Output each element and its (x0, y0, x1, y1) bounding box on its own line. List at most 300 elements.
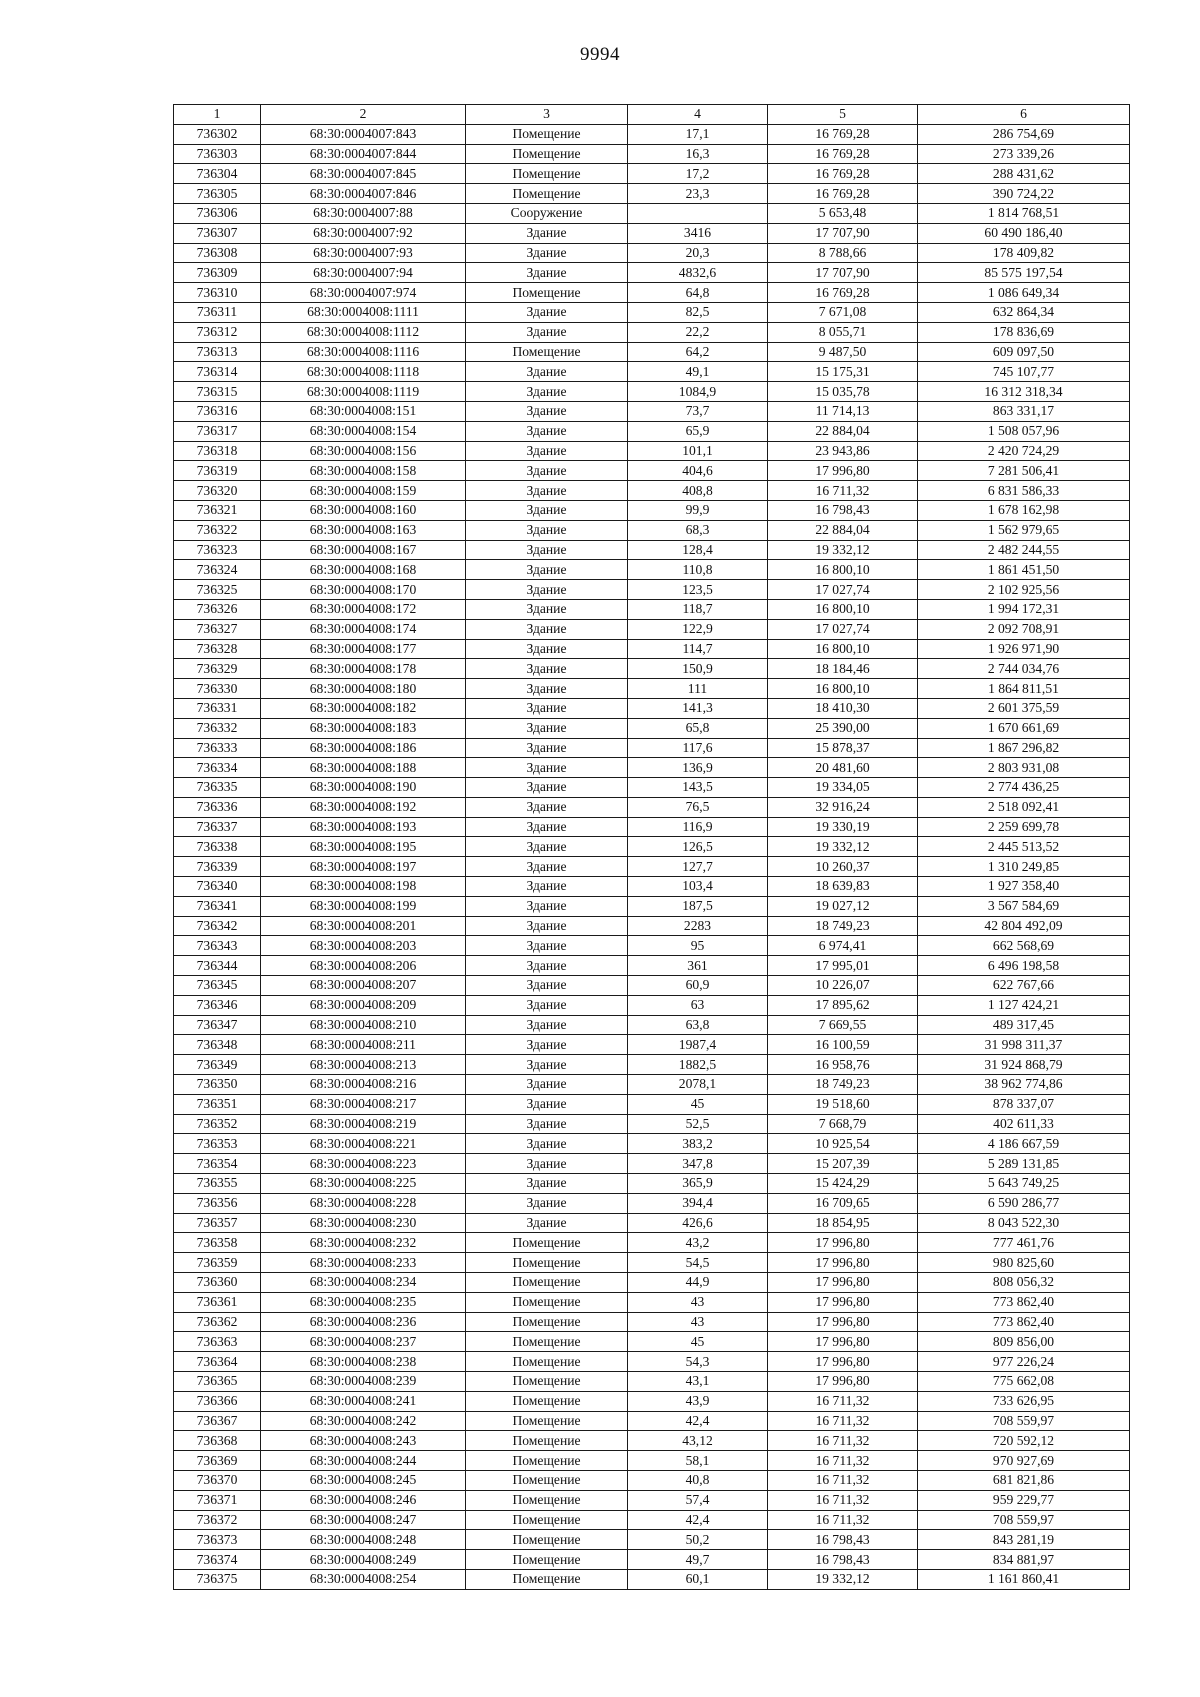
table-row (174, 580, 1130, 600)
area-cell: 143,5 (628, 778, 768, 798)
object-type-cell: Здание (466, 718, 628, 738)
cadastral-value-cell: 2 420 724,29 (918, 441, 1130, 461)
cadastral-number-cell: 68:30:0004008:236 (261, 1312, 466, 1332)
object-type-cell: Здание (466, 619, 628, 639)
cadastral-value-cell: 980 825,60 (918, 1253, 1130, 1273)
table-row (174, 837, 1130, 857)
cadastral-value-cell: 16 312 318,34 (918, 382, 1130, 402)
row-number-cell: 736362 (174, 1312, 261, 1332)
cadastral-number-cell: 68:30:0004008:249 (261, 1550, 466, 1570)
area-cell: 136,9 (628, 758, 768, 778)
row-number-cell: 736308 (174, 243, 261, 263)
area-cell: 126,5 (628, 837, 768, 857)
table-row (174, 144, 1130, 164)
cadastral-number-cell: 68:30:0004008:190 (261, 778, 466, 798)
area-cell: 42,4 (628, 1411, 768, 1431)
row-number-cell: 736334 (174, 758, 261, 778)
table-row (174, 124, 1130, 144)
cadastral-number-cell: 68:30:0004008:154 (261, 421, 466, 441)
object-type-cell: Здание (466, 461, 628, 481)
cadastral-number-cell: 68:30:0004007:88 (261, 203, 466, 223)
cadastral-number-cell: 68:30:0004008:213 (261, 1055, 466, 1075)
object-type-cell: Помещение (466, 1253, 628, 1273)
object-type-cell: Здание (466, 1193, 628, 1213)
area-cell: 114,7 (628, 639, 768, 659)
row-number-cell: 736372 (174, 1510, 261, 1530)
table-row (174, 1550, 1130, 1570)
row-number-cell: 736337 (174, 817, 261, 837)
row-number-cell: 736306 (174, 203, 261, 223)
header-col-5: 5 (768, 105, 918, 125)
table-row (174, 877, 1130, 897)
table-row (174, 401, 1130, 421)
row-number-cell: 736315 (174, 382, 261, 402)
area-cell: 347,8 (628, 1154, 768, 1174)
row-number-cell: 736330 (174, 679, 261, 699)
area-cell: 54,5 (628, 1253, 768, 1273)
specific-value-cell: 16 709,65 (768, 1193, 918, 1213)
row-number-cell: 736364 (174, 1352, 261, 1372)
object-type-cell: Здание (466, 1075, 628, 1095)
cadastral-value-cell: 745 107,77 (918, 362, 1130, 382)
table-row (174, 1352, 1130, 1372)
cadastral-value-cell: 959 229,77 (918, 1490, 1130, 1510)
object-type-cell: Здание (466, 599, 628, 619)
table-row (174, 599, 1130, 619)
cadastral-value-cell: 85 575 197,54 (918, 263, 1130, 283)
cadastral-value-cell: 775 662,08 (918, 1372, 1130, 1392)
cadastral-value-cell: 7 281 506,41 (918, 461, 1130, 481)
cadastral-number-cell: 68:30:0004008:217 (261, 1094, 466, 1114)
row-number-cell: 736331 (174, 698, 261, 718)
area-cell: 43 (628, 1292, 768, 1312)
row-number-cell: 736304 (174, 164, 261, 184)
cadastral-number-cell: 68:30:0004008:228 (261, 1193, 466, 1213)
cadastral-number-cell: 68:30:0004008:207 (261, 976, 466, 996)
cadastral-value-cell: 843 281,19 (918, 1530, 1130, 1550)
area-cell: 60,1 (628, 1569, 768, 1589)
table-row (174, 164, 1130, 184)
row-number-cell: 736335 (174, 778, 261, 798)
table-row (174, 1174, 1130, 1194)
specific-value-cell: 16 769,28 (768, 124, 918, 144)
specific-value-cell: 16 769,28 (768, 283, 918, 303)
cadastral-value-cell: 970 927,69 (918, 1451, 1130, 1471)
area-cell: 383,2 (628, 1134, 768, 1154)
cadastral-value-cell: 2 482 244,55 (918, 540, 1130, 560)
object-type-cell: Здание (466, 896, 628, 916)
table-row (174, 1510, 1130, 1530)
row-number-cell: 736358 (174, 1233, 261, 1253)
area-cell: 23,3 (628, 184, 768, 204)
specific-value-cell: 9 487,50 (768, 342, 918, 362)
row-number-cell: 736333 (174, 738, 261, 758)
object-type-cell: Здание (466, 639, 628, 659)
row-number-cell: 736323 (174, 540, 261, 560)
cadastral-number-cell: 68:30:0004008:239 (261, 1372, 466, 1392)
area-cell: 1084,9 (628, 382, 768, 402)
cadastral-number-cell: 68:30:0004008:232 (261, 1233, 466, 1253)
cadastral-number-cell: 68:30:0004007:92 (261, 223, 466, 243)
area-cell: 58,1 (628, 1451, 768, 1471)
table-row (174, 342, 1130, 362)
object-type-cell: Здание (466, 659, 628, 679)
object-type-cell: Здание (466, 976, 628, 996)
row-number-cell: 736342 (174, 916, 261, 936)
cadastral-value-cell: 1 814 768,51 (918, 203, 1130, 223)
row-number-cell: 736361 (174, 1292, 261, 1312)
object-type-cell: Здание (466, 995, 628, 1015)
specific-value-cell: 17 996,80 (768, 1332, 918, 1352)
specific-value-cell: 10 260,37 (768, 857, 918, 877)
cadastral-value-cell: 1 508 057,96 (918, 421, 1130, 441)
row-number-cell: 736375 (174, 1569, 261, 1589)
cadastral-value-cell: 809 856,00 (918, 1332, 1130, 1352)
row-number-cell: 736322 (174, 520, 261, 540)
specific-value-cell: 15 424,29 (768, 1174, 918, 1194)
object-type-cell: Помещение (466, 1372, 628, 1392)
area-cell: 64,8 (628, 283, 768, 303)
cadastral-number-cell: 68:30:0004008:188 (261, 758, 466, 778)
cadastral-number-cell: 68:30:0004008:238 (261, 1352, 466, 1372)
row-number-cell: 736345 (174, 976, 261, 996)
specific-value-cell: 5 653,48 (768, 203, 918, 223)
specific-value-cell: 16 798,43 (768, 1550, 918, 1570)
row-number-cell: 736312 (174, 322, 261, 342)
object-type-cell: Помещение (466, 1391, 628, 1411)
cadastral-number-cell: 68:30:0004007:846 (261, 184, 466, 204)
cadastral-value-cell: 2 102 925,56 (918, 580, 1130, 600)
specific-value-cell: 16 711,32 (768, 1451, 918, 1471)
row-number-cell: 736355 (174, 1174, 261, 1194)
cadastral-value-cell: 31 924 868,79 (918, 1055, 1130, 1075)
row-number-cell: 736352 (174, 1114, 261, 1134)
area-cell: 43,2 (628, 1233, 768, 1253)
area-cell: 2283 (628, 916, 768, 936)
cadastral-number-cell: 68:30:0004008:168 (261, 560, 466, 580)
row-number-cell: 736340 (174, 877, 261, 897)
table-row (174, 540, 1130, 560)
table-row (174, 1569, 1130, 1589)
area-cell: 65,9 (628, 421, 768, 441)
specific-value-cell: 17 996,80 (768, 1372, 918, 1392)
cadastral-value-cell: 2 092 708,91 (918, 619, 1130, 639)
specific-value-cell: 6 974,41 (768, 936, 918, 956)
specific-value-cell: 17 996,80 (768, 461, 918, 481)
cadastral-value-cell: 273 339,26 (918, 144, 1130, 164)
specific-value-cell: 19 334,05 (768, 778, 918, 798)
specific-value-cell: 18 854,95 (768, 1213, 918, 1233)
cadastral-number-cell: 68:30:0004008:201 (261, 916, 466, 936)
table-row (174, 1055, 1130, 1075)
cadastral-value-cell: 8 043 522,30 (918, 1213, 1130, 1233)
specific-value-cell: 19 332,12 (768, 1569, 918, 1589)
table-row (174, 441, 1130, 461)
object-type-cell: Здание (466, 421, 628, 441)
area-cell: 95 (628, 936, 768, 956)
specific-value-cell: 7 668,79 (768, 1114, 918, 1134)
cadastral-number-cell: 68:30:0004008:198 (261, 877, 466, 897)
row-number-cell: 736328 (174, 639, 261, 659)
row-number-cell: 736359 (174, 1253, 261, 1273)
row-number-cell: 736366 (174, 1391, 261, 1411)
cadastral-value-cell: 390 724,22 (918, 184, 1130, 204)
specific-value-cell: 19 330,19 (768, 817, 918, 837)
area-cell: 110,8 (628, 560, 768, 580)
row-number-cell: 736368 (174, 1431, 261, 1451)
cadastral-value-cell: 489 317,45 (918, 1015, 1130, 1035)
cadastral-value-cell: 31 998 311,37 (918, 1035, 1130, 1055)
object-type-cell: Здание (466, 322, 628, 342)
specific-value-cell: 17 895,62 (768, 995, 918, 1015)
table-row (174, 322, 1130, 342)
table-row (174, 1094, 1130, 1114)
row-number-cell: 736354 (174, 1154, 261, 1174)
specific-value-cell: 10 925,54 (768, 1134, 918, 1154)
object-type-cell: Помещение (466, 164, 628, 184)
cadastral-value-cell: 1 310 249,85 (918, 857, 1130, 877)
cadastral-value-cell: 878 337,07 (918, 1094, 1130, 1114)
table-row (174, 698, 1130, 718)
object-type-cell: Помещение (466, 1292, 628, 1312)
object-type-cell: Здание (466, 738, 628, 758)
table-row (174, 1273, 1130, 1293)
object-type-cell: Помещение (466, 1352, 628, 1372)
object-type-cell: Здание (466, 223, 628, 243)
area-cell: 408,8 (628, 481, 768, 501)
table-row (174, 1312, 1130, 1332)
row-number-cell: 736313 (174, 342, 261, 362)
specific-value-cell: 18 749,23 (768, 1075, 918, 1095)
cadastral-number-cell: 68:30:0004008:209 (261, 995, 466, 1015)
row-number-cell: 736325 (174, 580, 261, 600)
object-type-cell: Здание (466, 1154, 628, 1174)
specific-value-cell: 15 207,39 (768, 1154, 918, 1174)
table-header-row (174, 105, 1130, 125)
area-cell: 365,9 (628, 1174, 768, 1194)
cadastral-value-cell: 1 867 296,82 (918, 738, 1130, 758)
table-row (174, 560, 1130, 580)
cadastral-value-cell: 178 409,82 (918, 243, 1130, 263)
row-number-cell: 736318 (174, 441, 261, 461)
table-row (174, 1154, 1130, 1174)
row-number-cell: 736310 (174, 283, 261, 303)
cadastral-value-cell: 6 496 198,58 (918, 956, 1130, 976)
cadastral-value-cell: 2 744 034,76 (918, 659, 1130, 679)
cadastral-value-cell: 1 562 979,65 (918, 520, 1130, 540)
area-cell: 3416 (628, 223, 768, 243)
area-cell: 4832,6 (628, 263, 768, 283)
area-cell: 117,6 (628, 738, 768, 758)
table-body (174, 124, 1130, 1589)
cadastral-number-cell: 68:30:0004008:242 (261, 1411, 466, 1431)
area-cell: 54,3 (628, 1352, 768, 1372)
row-number-cell: 736314 (174, 362, 261, 382)
row-number-cell: 736336 (174, 797, 261, 817)
specific-value-cell: 16 800,10 (768, 560, 918, 580)
cadastral-number-cell: 68:30:0004008:230 (261, 1213, 466, 1233)
object-type-cell: Здание (466, 1213, 628, 1233)
table-row (174, 1114, 1130, 1134)
row-number-cell: 736356 (174, 1193, 261, 1213)
cadastral-number-cell: 68:30:0004008:248 (261, 1530, 466, 1550)
specific-value-cell: 18 410,30 (768, 698, 918, 718)
specific-value-cell: 22 884,04 (768, 421, 918, 441)
header-col-3: 3 (466, 105, 628, 125)
area-cell: 361 (628, 956, 768, 976)
specific-value-cell: 11 714,13 (768, 401, 918, 421)
specific-value-cell: 16 711,32 (768, 1391, 918, 1411)
cadastral-value-cell: 1 670 661,69 (918, 718, 1130, 738)
cadastral-value-cell: 622 767,66 (918, 976, 1130, 996)
cadastral-value-cell: 834 881,97 (918, 1550, 1130, 1570)
area-cell: 1987,4 (628, 1035, 768, 1055)
specific-value-cell: 16 800,10 (768, 679, 918, 699)
area-cell: 49,1 (628, 362, 768, 382)
object-type-cell: Здание (466, 580, 628, 600)
specific-value-cell: 16 798,43 (768, 500, 918, 520)
specific-value-cell: 17 995,01 (768, 956, 918, 976)
area-cell: 116,9 (628, 817, 768, 837)
row-number-cell: 736374 (174, 1550, 261, 1570)
area-cell: 43,1 (628, 1372, 768, 1392)
cadastral-number-cell: 68:30:0004008:183 (261, 718, 466, 738)
cadastral-value-cell: 60 490 186,40 (918, 223, 1130, 243)
cadastral-value-cell: 662 568,69 (918, 936, 1130, 956)
object-type-cell: Здание (466, 481, 628, 501)
row-number-cell: 736338 (174, 837, 261, 857)
cadastral-value-cell: 5 289 131,85 (918, 1154, 1130, 1174)
object-type-cell: Здание (466, 698, 628, 718)
specific-value-cell: 16 798,43 (768, 1530, 918, 1550)
table-row (174, 1451, 1130, 1471)
cadastral-number-cell: 68:30:0004008:186 (261, 738, 466, 758)
object-type-cell: Помещение (466, 1332, 628, 1352)
cadastral-number-cell: 68:30:0004007:845 (261, 164, 466, 184)
cadastral-number-cell: 68:30:0004008:225 (261, 1174, 466, 1194)
object-type-cell: Помещение (466, 184, 628, 204)
object-type-cell: Помещение (466, 1510, 628, 1530)
object-type-cell: Здание (466, 778, 628, 798)
row-number-cell: 736327 (174, 619, 261, 639)
area-cell: 64,2 (628, 342, 768, 362)
row-number-cell: 736324 (174, 560, 261, 580)
table-row (174, 936, 1130, 956)
table-row (174, 1035, 1130, 1055)
specific-value-cell: 17 707,90 (768, 223, 918, 243)
row-number-cell: 736349 (174, 1055, 261, 1075)
cadastral-value-cell: 1 994 172,31 (918, 599, 1130, 619)
row-number-cell: 736371 (174, 1490, 261, 1510)
cadastral-number-cell: 68:30:0004008:1116 (261, 342, 466, 362)
object-type-cell: Помещение (466, 1530, 628, 1550)
specific-value-cell: 16 769,28 (768, 184, 918, 204)
object-type-cell: Здание (466, 560, 628, 580)
object-type-cell: Здание (466, 916, 628, 936)
object-type-cell: Здание (466, 500, 628, 520)
area-cell: 16,3 (628, 144, 768, 164)
object-type-cell: Здание (466, 1094, 628, 1114)
object-type-cell: Помещение (466, 283, 628, 303)
row-number-cell: 736311 (174, 302, 261, 322)
table-row (174, 1411, 1130, 1431)
specific-value-cell: 22 884,04 (768, 520, 918, 540)
cadastral-number-cell: 68:30:0004007:94 (261, 263, 466, 283)
specific-value-cell: 23 943,86 (768, 441, 918, 461)
cadastral-number-cell: 68:30:0004008:177 (261, 639, 466, 659)
row-number-cell: 736351 (174, 1094, 261, 1114)
cadastral-value-cell: 1 864 811,51 (918, 679, 1130, 699)
table-row (174, 1332, 1130, 1352)
cadastral-number-cell: 68:30:0004007:844 (261, 144, 466, 164)
specific-value-cell: 16 711,32 (768, 1490, 918, 1510)
specific-value-cell: 17 027,74 (768, 619, 918, 639)
cadastral-value-cell: 402 611,33 (918, 1114, 1130, 1134)
cadastral-number-cell: 68:30:0004008:1111 (261, 302, 466, 322)
cadastral-number-cell: 68:30:0004008:223 (261, 1154, 466, 1174)
table-row (174, 1431, 1130, 1451)
object-type-cell: Помещение (466, 1431, 628, 1451)
cadastral-number-cell: 68:30:0004008:247 (261, 1510, 466, 1530)
specific-value-cell: 16 100,59 (768, 1035, 918, 1055)
area-cell: 127,7 (628, 857, 768, 877)
object-type-cell: Здание (466, 362, 628, 382)
specific-value-cell: 15 878,37 (768, 738, 918, 758)
row-number-cell: 736346 (174, 995, 261, 1015)
cadastral-value-cell: 773 862,40 (918, 1292, 1130, 1312)
table-row (174, 738, 1130, 758)
cadastral-number-cell: 68:30:0004008:241 (261, 1391, 466, 1411)
specific-value-cell: 17 996,80 (768, 1292, 918, 1312)
table-row (174, 223, 1130, 243)
table-row (174, 619, 1130, 639)
row-number-cell: 736350 (174, 1075, 261, 1095)
cadastral-number-cell: 68:30:0004008:178 (261, 659, 466, 679)
object-type-cell: Здание (466, 1035, 628, 1055)
area-cell: 394,4 (628, 1193, 768, 1213)
specific-value-cell: 17 027,74 (768, 580, 918, 600)
row-number-cell: 736309 (174, 263, 261, 283)
cadastral-number-cell: 68:30:0004008:211 (261, 1035, 466, 1055)
specific-value-cell: 17 996,80 (768, 1352, 918, 1372)
cadastral-number-cell: 68:30:0004008:199 (261, 896, 466, 916)
cadastral-value-cell: 178 836,69 (918, 322, 1130, 342)
object-type-cell: Помещение (466, 1470, 628, 1490)
row-number-cell: 736320 (174, 481, 261, 501)
cadastral-value-cell: 1 127 424,21 (918, 995, 1130, 1015)
row-number-cell: 736373 (174, 1530, 261, 1550)
specific-value-cell: 16 711,32 (768, 1470, 918, 1490)
specific-value-cell: 16 800,10 (768, 599, 918, 619)
row-number-cell: 736332 (174, 718, 261, 738)
area-cell: 49,7 (628, 1550, 768, 1570)
specific-value-cell: 16 711,32 (768, 1510, 918, 1530)
cadastral-number-cell: 68:30:0004007:974 (261, 283, 466, 303)
specific-value-cell: 32 916,24 (768, 797, 918, 817)
table-row (174, 1372, 1130, 1392)
cadastral-number-cell: 68:30:0004008:151 (261, 401, 466, 421)
area-cell: 44,9 (628, 1273, 768, 1293)
table-row (174, 995, 1130, 1015)
row-number-cell: 736369 (174, 1451, 261, 1471)
table-row (174, 283, 1130, 303)
table-row (174, 1292, 1130, 1312)
specific-value-cell: 19 332,12 (768, 837, 918, 857)
cadastral-number-cell: 68:30:0004008:210 (261, 1015, 466, 1035)
row-number-cell: 736341 (174, 896, 261, 916)
specific-value-cell: 7 671,08 (768, 302, 918, 322)
table-row (174, 1213, 1130, 1233)
